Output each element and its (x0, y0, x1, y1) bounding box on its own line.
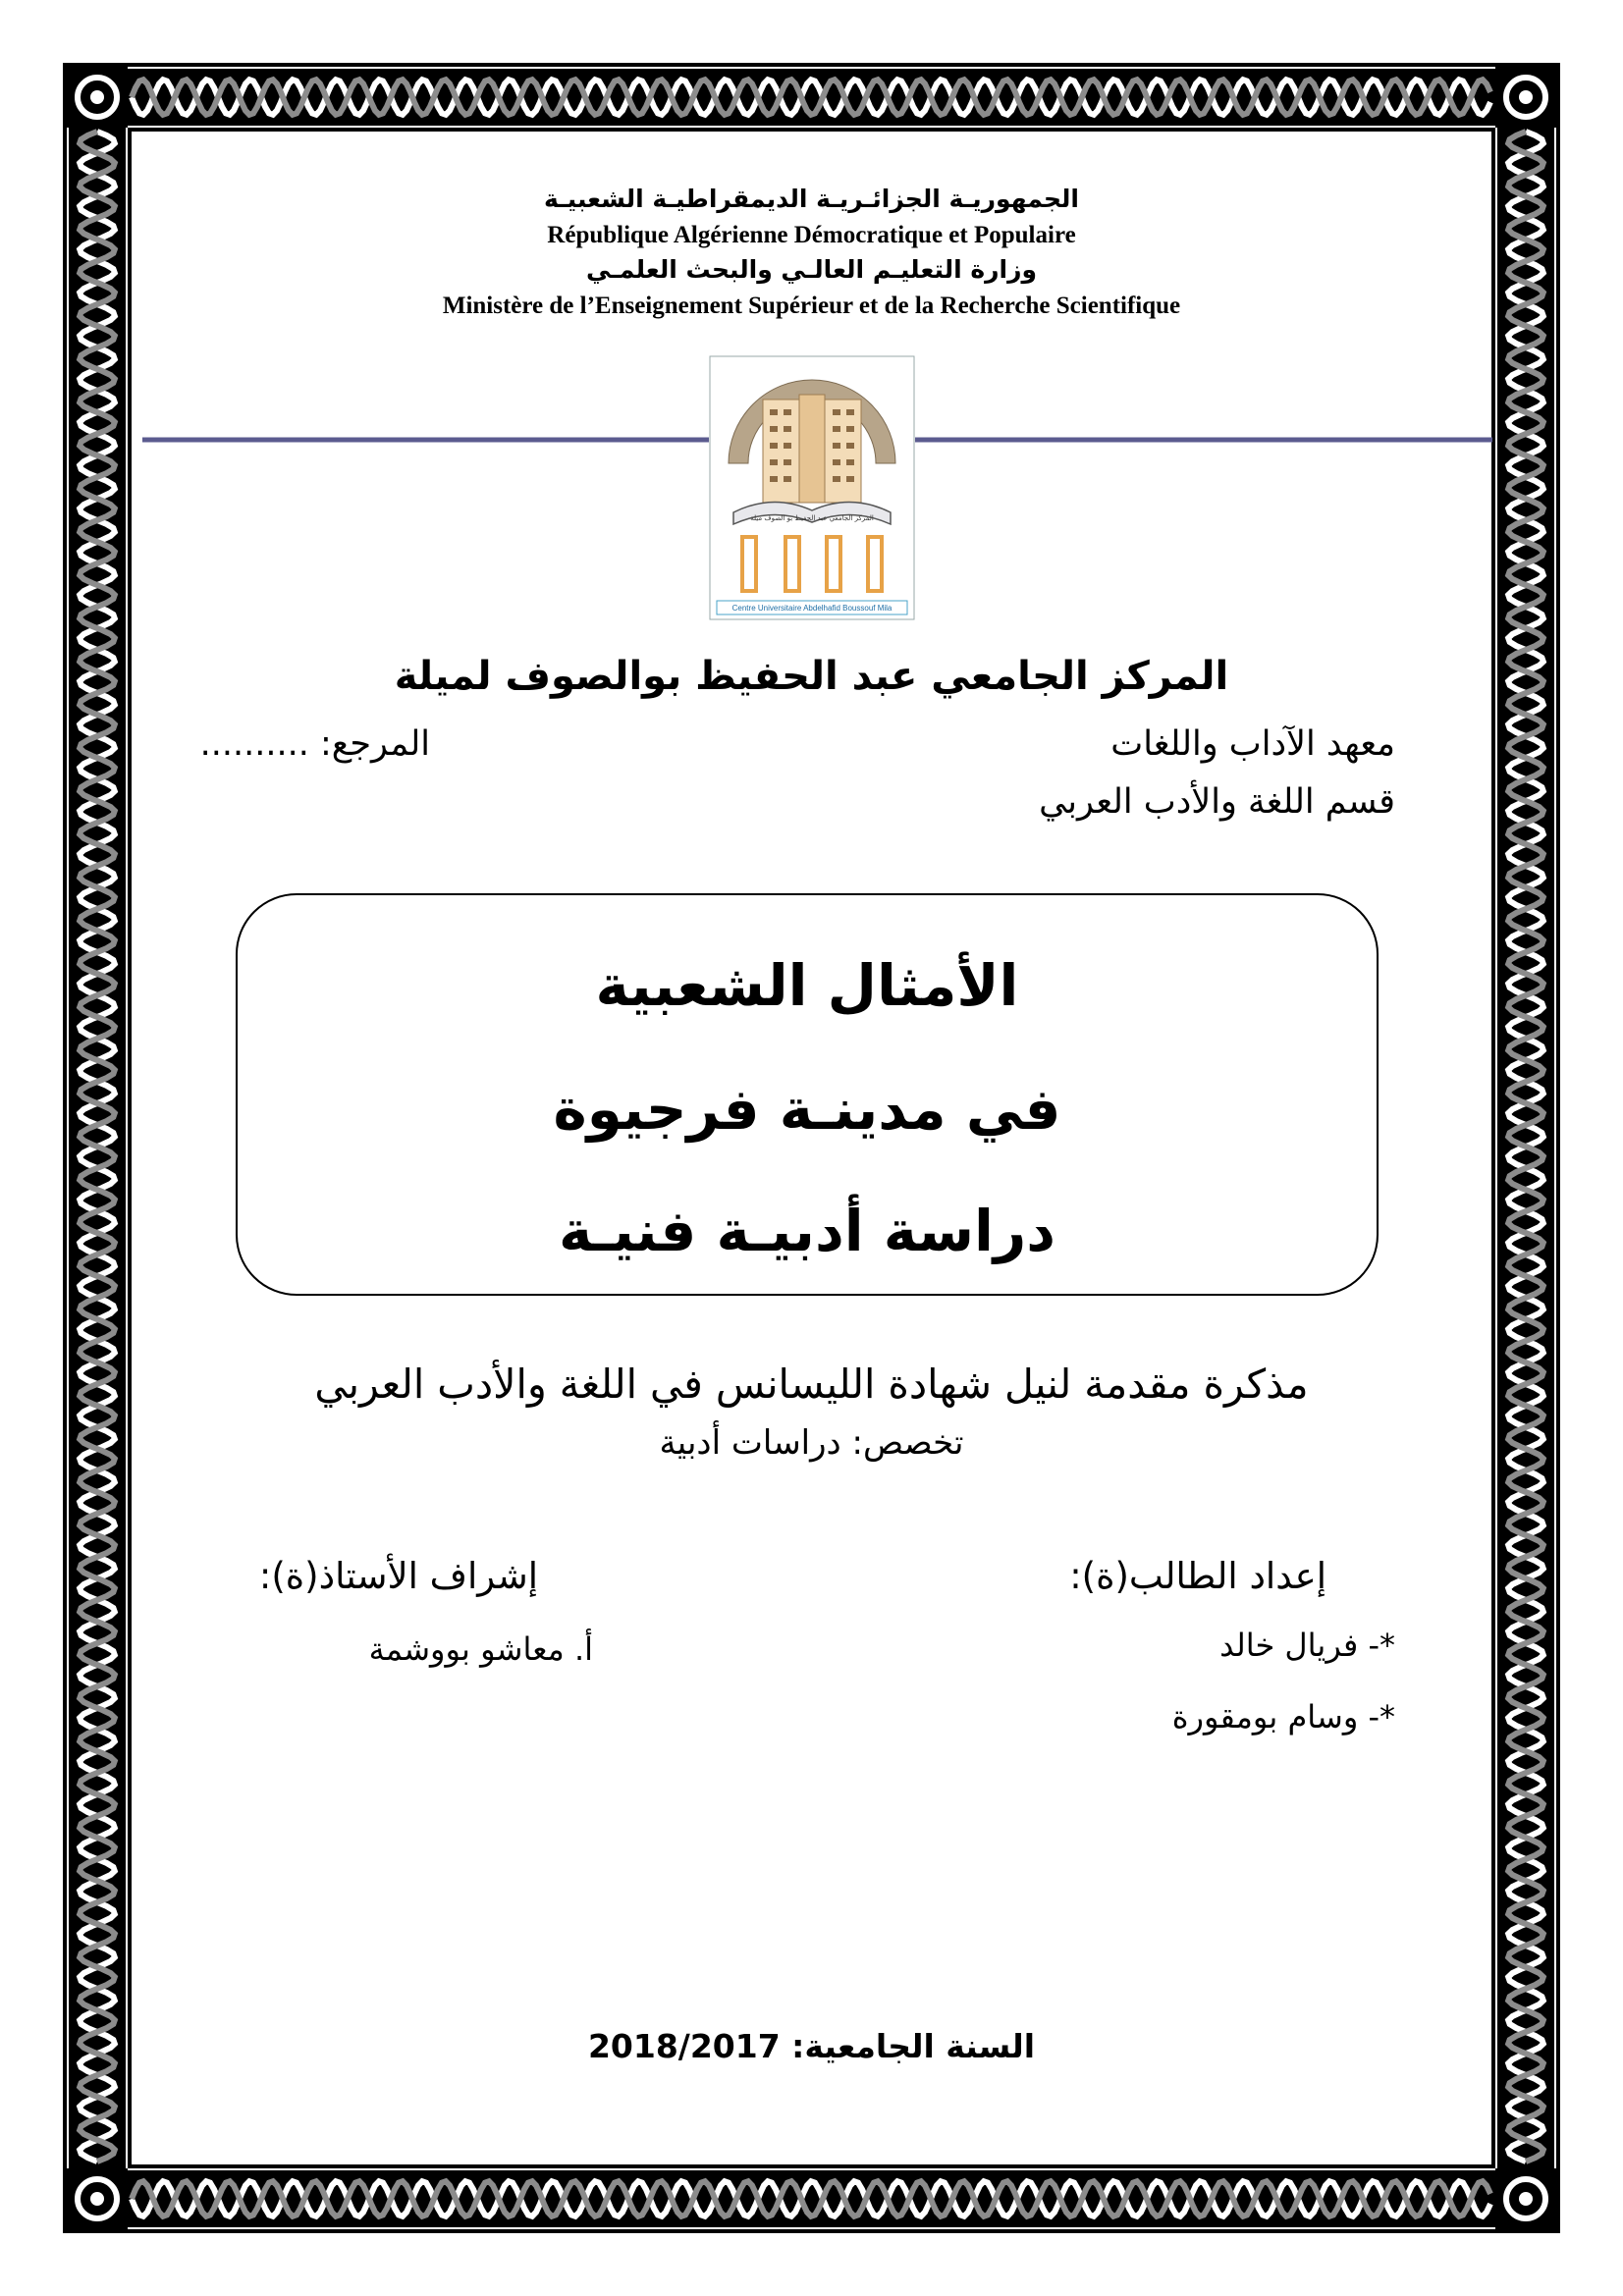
university-logo (709, 355, 915, 620)
corner-ornament-bottom-left (67, 2168, 128, 2229)
student-name: *- فريال خالد (1219, 1627, 1395, 1664)
memo-purpose: مذكرة مقدمة لنيل شهادة الليسانس في اللغة والأدب العربي (314, 1361, 1309, 1408)
supervised-by-label: إشراف الأستاذ(ة): (258, 1555, 538, 1597)
thesis-title-line-2: في مدينـة فرجيوة (553, 1076, 1061, 1143)
corner-ornament-top-left (67, 67, 128, 128)
ministry-name-french: Ministère de l’Enseignement Supérieur et de la Recherche Scientifique (442, 293, 1181, 319)
reference-field: المرجع: .......... (199, 724, 430, 764)
logo-caption-arabic: المركز الجامعي عبد الحفيظ بو الصوف ميلة (750, 514, 874, 522)
university-center-name: المركز الجامعي عبد الحفيظ بوالصوف لميلة (394, 654, 1229, 699)
thesis-title-line-1: الأمثال الشعبية (595, 952, 1019, 1019)
specialty: تخصص: دراسات أدبية (659, 1423, 964, 1463)
thesis-title-line-3: دراسة أدبيـة فنيـة (558, 1198, 1056, 1264)
corner-ornament-bottom-right (1495, 2168, 1556, 2229)
corner-ornament-top-right (1495, 67, 1556, 128)
academic-year: السنة الجامعية: 2018/2017 (587, 2027, 1036, 2065)
republic-name-arabic: الجمهوريـة الجزائـريـة الديمقراطيـة الشعبيـة (544, 185, 1079, 213)
supervisor-name: أ. معاشو بووشمة (368, 1630, 593, 1668)
department-name: قسم اللغة والأدب العربي (1039, 782, 1395, 822)
logo-caption-latin: Centre Universitaire Abdelhafid Boussouf Mila (731, 604, 893, 613)
institute-name: معهد الآداب واللغات (1110, 724, 1395, 764)
ministry-name-arabic: وزارة التعليـم العالـي والبحث العلمـي (585, 255, 1038, 284)
republic-name-french: République Algérienne Démocratique et Populaire (547, 222, 1076, 248)
prepared-by-label: إعداد الطالب(ة): (1069, 1555, 1326, 1597)
student-name: *- وسام بومقورة (1171, 1698, 1395, 1735)
thesis-title-box (236, 893, 1379, 1296)
